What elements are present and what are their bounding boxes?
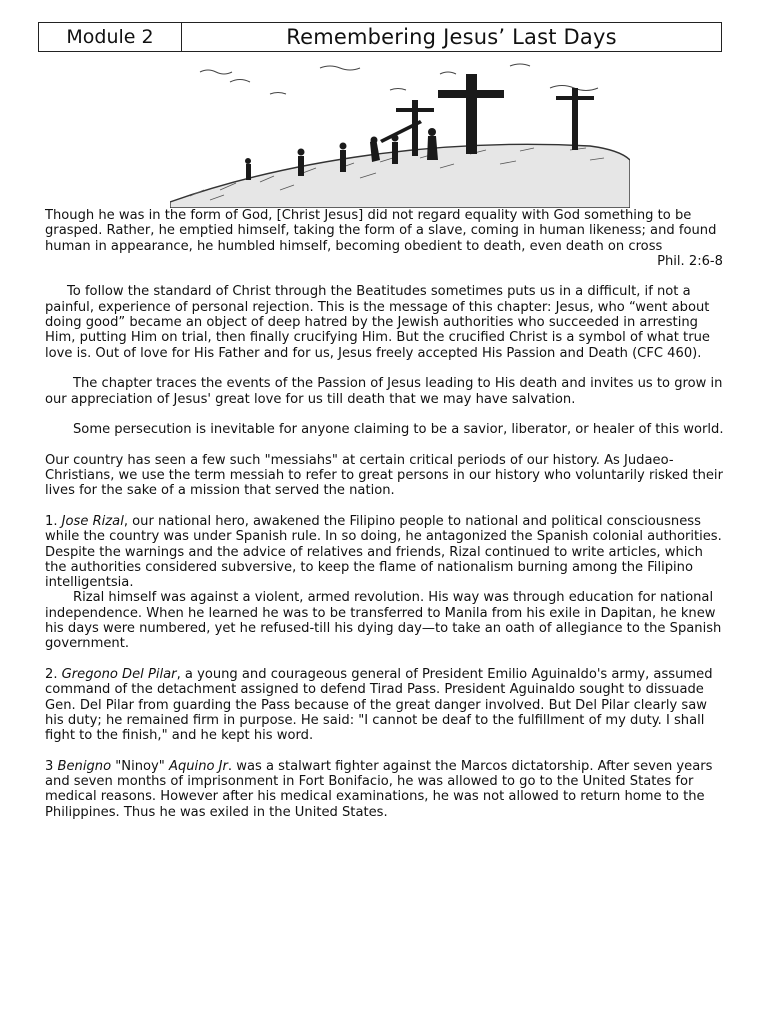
paragraph-passion: To follow the standard of Christ through the Beatitudes sometimes puts us in a difficult, if not a painful, experience of personal rejection. This is the message of this chapter: Jesus, who “went about doing good” became an object of deep hatred by the Jewish authorities who succeeded in arresting Him, putting Him on trial, then finally crucifying Him. But the crucified Christ is a symbol of what true love is. Out of love for His Father and for us, Jesus freely accepted His Passion and Death (CFC 460). [45,284,710,361]
scripture-quote: Though he was in the form of God, [Christ Jesus] did not regard equality with God something to be grasped. Rather, he emptied himself, taking the form of a slave, coming in human likeness; and found human in appearance, he humbled himself, becoming obedient to death, even death on cross [45,208,717,254]
list-item-del-pilar: 2. Gregono Del Pilar, a young and courageous general of President Emilio Aguinaldo's army, assumed command of the detachment assigned to defend Tirad Pass. President Aguinaldo sought to dissuade Gen. Del Pilar from guarding the Pass because of the great danger involved. But Del Pilar clearly saw his duty; he remained firm in purpose. He said: "I cannot be deaf to the fulfillment of my duty. I shall fight to the finish," and he kept his word. [45,666,713,744]
module-header [38,22,722,52]
page-content [45,208,725,820]
paragraph-chapter: The chapter traces the events of the Passion of Jesus leading to His death and invites us to grow in our appreciation of Jesus' great love for us till death that we may have salvation. [45,376,723,407]
scripture-citation: Phil. 2:6-8 [657,253,723,269]
list-item-rizal: 1. Jose Rizal, our national hero, awakened the Filipino people to national and political consciousness while the country was under Spanish rule. In so doing, he antagonized the Spanish colonial authorities. Despite the warnings and the advice of relatives and friends, Rizal continued to write articles, which the authorities considered subversive, to keep the flame of nationalism burning among the Filipino intelligentsia. [45,513,722,591]
paragraph-messiahs: Our country has seen a few such "messiahs" at certain critical periods of our history. As Judaeo-Christians, we use the term messiah to refer to great persons in our history who voluntarily risked their lives for the sake of a mission that served the nation. [45,452,723,499]
module-number: Module 2 [39,23,182,51]
crucifixion-scene-icon [170,60,630,208]
paragraph-persecution: Some persecution is inevitable for anyone claiming to be a savior, liberator, or healer of this world. [73,422,724,438]
page-title: Remembering Jesus’ Last Days [286,25,617,49]
list-item-aquino: 3 Benigno "Ninoy" Aquino Jr. was a stalwart fighter against the Marcos dictatorship. After seven years and seven months of imprisonment in Fort Bonifacio, he was allowed to go to the United States for medical reasons. However after his medical examinations, he was not allowed to return home to the Philippines. Thus he was exiled in the United States. [45,758,713,820]
list-item-rizal-continued: Rizal himself was against a violent, armed revolution. His way was through education for national independence. When he learned he was to be transferred to Manila from his exile in Dapitan, he knew his days were numbered, yet he refused-till his dying day—to take an oath of allegiance to the Spanish government. [45,590,722,652]
